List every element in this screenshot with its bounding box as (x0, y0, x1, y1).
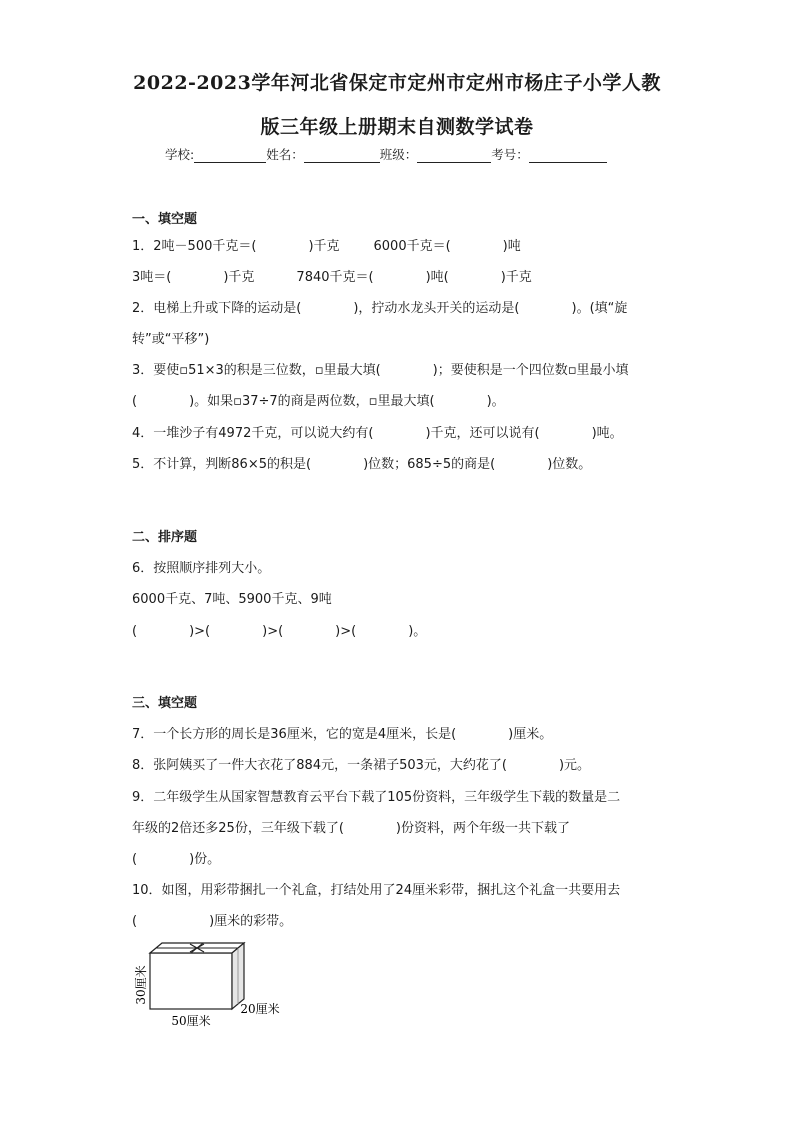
question-8: 8．张阿姨买了一件大衣花了884元，一条裙子503元，大约花了( )元。 (132, 758, 591, 773)
question-4: 4．一堆沙子有4972千克，可以说大约有( )千克，还可以说有( )吨。 (132, 426, 623, 441)
student-info-line (165, 145, 607, 163)
section-1-heading: 一、填空题 (132, 212, 198, 227)
class-label: 班级： (379, 147, 418, 162)
length-label: 50厘米 (171, 1014, 211, 1028)
question-2-line-2: 转”或“平移”) (132, 332, 210, 347)
question-6-answer-line: ( )>( )>( )>( )。 (132, 624, 427, 639)
question-3-line-2: ( )。如果▫37÷7的商是两位数，▫里最大填( )。 (132, 394, 505, 409)
school-blank[interactable] (194, 148, 266, 163)
box-front-face (150, 953, 232, 1009)
question-3-line-1: 3．要使▫51×3的积是三位数，▫里最大填( )；要使积是一个四位数▫里最小填 (132, 363, 629, 378)
title-line-1: 2022-2023学年河北省保定市定州市定州市杨庄子小学人教 (133, 72, 661, 94)
school-label: 学校: (165, 147, 195, 162)
question-9-line-1: 9．二年级学生从国家智慧教育云平台下载了105份资料，三年级学生下载的数量是二 (132, 790, 621, 805)
question-2-line-1: 2．电梯上升或下降的运动是( )，拧动水龙头开关的运动是( )。(填“旋 (132, 301, 628, 316)
name-blank[interactable] (304, 148, 380, 163)
section-2-heading: 二、排序题 (132, 530, 198, 545)
width-label: 20厘米 (240, 1002, 280, 1016)
number-label: 考号： (491, 147, 529, 162)
title-line-2: 版三年级上册期末自测数学试卷 (260, 116, 534, 138)
question-10-line-1: 10．如图，用彩带捆扎一个礼盒，打结处用了24厘米彩带，捆扎这个礼盒一共要用去 (132, 883, 621, 898)
question-1-line-2: 3吨＝( )千克 7840千克＝( )吨( )千克 (132, 270, 532, 285)
question-1-line-1: 1．2吨－500千克＝( )千克 6000千克＝( )吨 (132, 239, 521, 254)
question-5: 5．不计算，判断86×5的积是( )位数；685÷5的商是( )位数。 (132, 457, 592, 472)
section-3-heading: 三、填空题 (132, 696, 198, 711)
question-10-line-2: ( )厘米的彩带。 (132, 914, 293, 929)
gift-box-figure (130, 935, 290, 1035)
question-9-line-3: ( )份。 (132, 852, 221, 867)
class-blank[interactable] (417, 148, 491, 163)
number-blank[interactable] (529, 148, 607, 163)
question-6-stem: 6．按照顺序排列大小。 (132, 561, 271, 576)
question-7: 7．一个长方形的周长是36厘米，它的宽是4厘米，长是( )厘米。 (132, 727, 553, 742)
question-9-line-2: 年级的2倍还多25份，三年级下载了( )份资料，两个年级一共下载了 (132, 821, 570, 836)
name-label: 姓名： (266, 147, 304, 162)
question-6-items: 6000千克、7吨、5900千克、9吨 (132, 592, 332, 607)
height-label: 30厘米 (134, 965, 148, 1005)
